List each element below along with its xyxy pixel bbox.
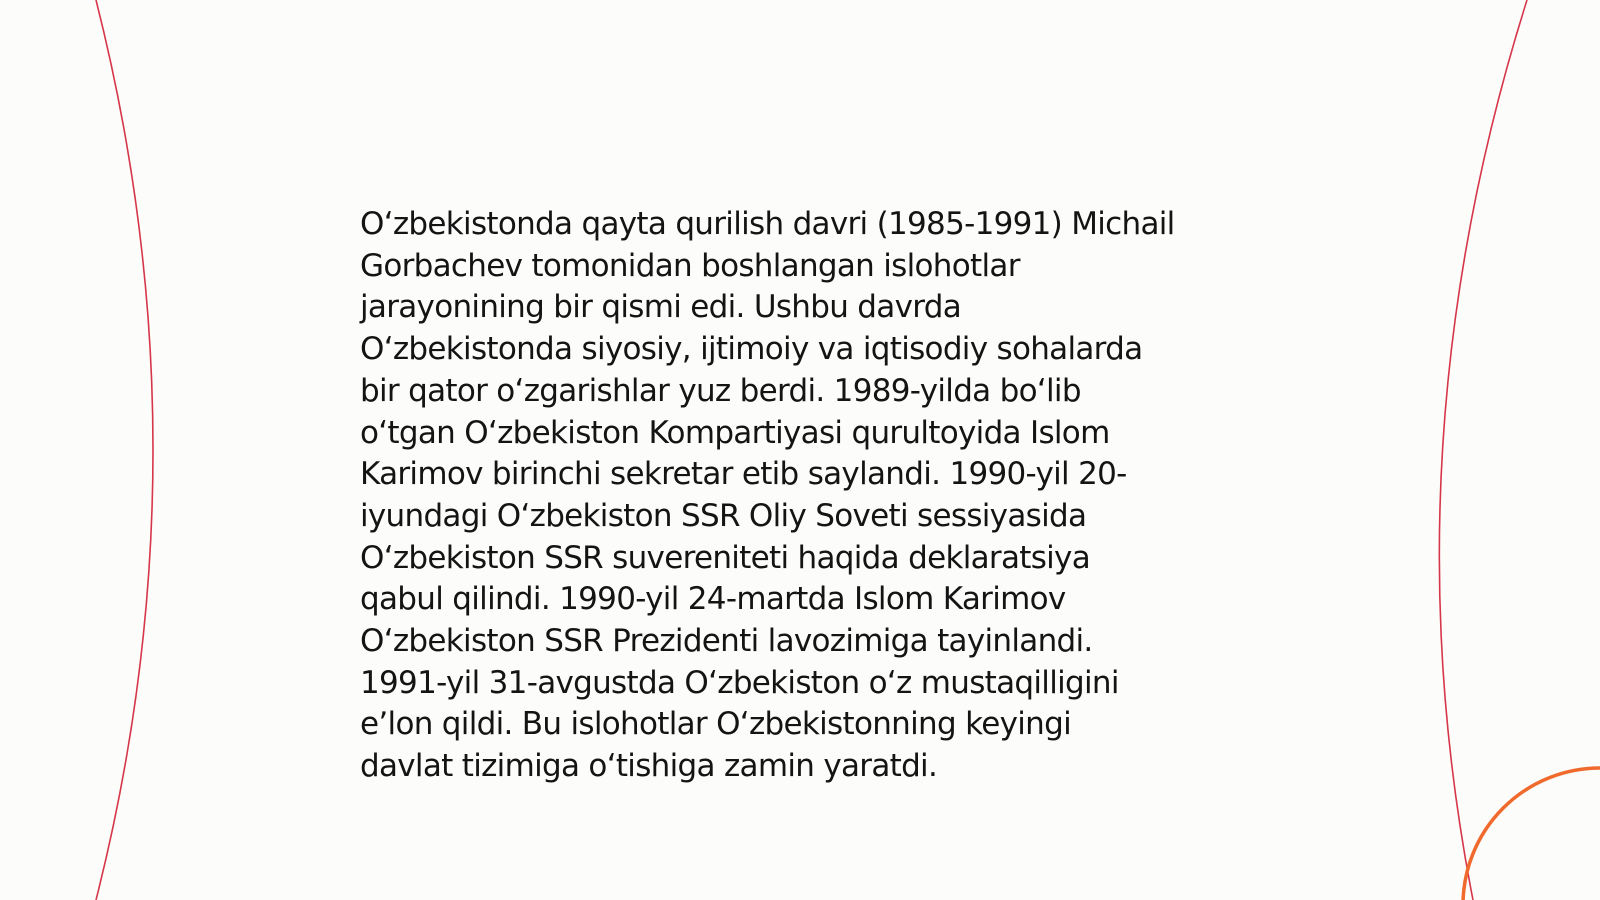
paragraph-line: Karimov birinchi sekretar etib saylandi. 1990-yil 20- <box>360 456 1127 493</box>
paragraph-line: O‘zbekistonda siyosiy, ijtimoiy va iqtisodiy sohalarda <box>360 331 1143 368</box>
paragraph-line: O‘zbekiston SSR Prezidenti lavozimiga tayinlandi. <box>360 623 1093 660</box>
paragraph-line: davlat tizimiga o‘tishiga zamin yaratdi. <box>360 748 938 785</box>
orange-ring-accent <box>1463 768 1600 900</box>
paragraph-line: bir qator o‘zgarishlar yuz berdi. 1989-yilda bo‘lib <box>360 372 1081 409</box>
paragraph-line: o‘tgan O‘zbekiston Kompartiyasi qurultoyida Islom <box>360 414 1110 451</box>
body-paragraph <box>360 204 1260 788</box>
paragraph-line: O‘zbekistonda qayta qurilish davri (1985-1991) Michail <box>360 206 1175 242</box>
right-arc-line <box>1439 0 1527 900</box>
left-arc-line <box>96 0 153 900</box>
paragraph-line: qabul qilindi. 1990-yil 24-martda Islom Karimov <box>360 581 1066 618</box>
paragraph-line: jarayonining bir qismi edi. Ushbu davrda <box>360 289 961 326</box>
paragraph-line: iyundagi O‘zbekiston SSR Oliy Soveti sessiyasida <box>360 497 1087 534</box>
paragraph-line: e’lon qildi. Bu islohotlar O‘zbekistonning keyingi <box>360 706 1072 743</box>
paragraph-line: O‘zbekiston SSR suvereniteti haqida deklaratsiya <box>360 539 1091 576</box>
paragraph-line: Gorbachev tomonidan boshlangan islohotlar <box>360 247 1020 284</box>
paragraph-line: 1991-yil 31-avgustda O‘zbekiston o‘z mustaqilligini <box>360 664 1119 701</box>
